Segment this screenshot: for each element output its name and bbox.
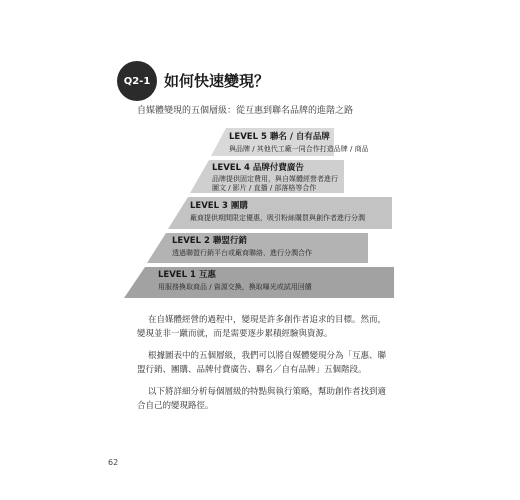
level-3-title: LEVEL 3 團購 [190, 201, 248, 211]
page-title: 如何快速變現？ [164, 72, 270, 90]
level-5-desc: 與品牌 / 其他代工廠一同合作打造品牌 / 商品 [229, 145, 369, 153]
paragraph-3-line-2: 合自己的變現路徑。 [137, 401, 214, 411]
paragraph-3-line-1: 以下將詳細分析每個層級的特點與執行策略，幫助創作者找到適 [148, 387, 387, 397]
paragraph-2-line-1: 根據圖表中的五個層級，我們可以將自媒體變現分為「互惠、聯 [148, 351, 387, 361]
page-number: 62 [108, 458, 119, 467]
level-2-desc: 透過聯盟行銷平台或廠商聯絡，進行分潤合作 [172, 249, 312, 257]
level-5-title: LEVEL 5 聯名 / 自有品牌 [229, 132, 330, 142]
level-1-title: LEVEL 1 互惠 [158, 270, 216, 280]
level-4-desc-line-2: 圖文 / 影片 / 直播 / 部落格等合作 [212, 184, 317, 192]
level-4-desc-line-1: 品牌提供固定費用，與自媒體經營者進行 [212, 175, 338, 183]
figure-caption: 自媒體變現的五個層級：從互惠到聯名品牌的進階之路 [137, 106, 354, 116]
question-badge: Q2-1 [117, 61, 157, 101]
level-1-desc: 用服務換取商品 / 資源交換，換取曝光或試用回饋 [158, 283, 312, 291]
level-3-desc: 廠商提供期間限定優惠，吸引粉絲購買與創作者進行分潤 [190, 214, 365, 222]
paragraph-1-line-2: 變現並非一蹴而就，而是需要逐步累積經驗與資源。 [137, 329, 333, 339]
level-4-title: LEVEL 4 品牌付費廣告 [212, 163, 304, 173]
paragraph-2-line-2: 盟行銷、團購、品牌付費廣告、聯名／自有品牌」五個階段。 [137, 365, 367, 375]
paragraph-1-line-1: 在自媒體經營的過程中，變現是許多創作者追求的目標。然而， [148, 315, 387, 325]
level-2-title: LEVEL 2 聯盟行銷 [172, 236, 247, 246]
